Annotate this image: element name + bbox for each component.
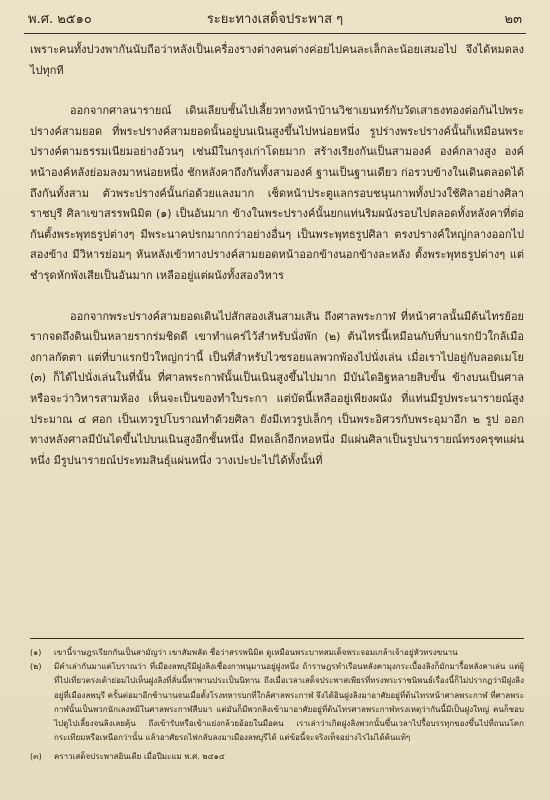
footnote-rule <box>30 638 524 639</box>
footnote-2 <box>30 660 524 745</box>
page-header <box>24 6 526 32</box>
paragraph-3: ออกจากพระปรางค์สามยอดเดินไปสักสองเส้นสามเส้น ถึงศาลพระกาฬ ที่หน้าศาลนั้นมีต้นไทรย้อยรากจดถึงดินเป็นหลายรากร่มชิดดี เขาทำแคร่ไว้สำหรับนั่งพัก (๒) ต้นไทรนี้เหมือนกับที่บาแรกปัวใกล้เมืองกาลกัตตา แต่ที่บาแรกปัวใหญ่กว่านี้ เป็นที่สำหรับไวซรอยแลพวกพ้องไปนั่งเล่น เมื่อเราไปอยู่กับลอดเมโย (๓) ก็ได้ไปนั่งเล่นในที่นั้น ที่ศาลพระกาฬนั้นเป็นเนินสูงขึ้นไปมาก มีบันไดอิฐหลายสิบขั้น ข้างบนเป็นศาลหรือจะว่าวิหารสามห้อง เห็นจะเป็นของทำใบระกา แต่บัดนี้เหลืออยู่เพียงผนัง ที่แท่นมีรูปพระนารายณ์สูงประมาณ ๔ ศอก เป็นเทวรูปโบราณทำด้วยศิลา ยังมีเทวรูปเล็กๆ เป็นพระอิศวรกับพระอุมาอีก ๒ รูป ออกทางหลังศาลมีบันไดขึ้นไปบนเนินสูงอีกชั้นหนึ่ง มีหอเล็กอีกหอหนึ่ง มีแผ่นศิลาเป็นรูปนารายณ์ทรงครุฑแผ่นหนึ่ง มีรูปนารายณ์ประทมสินธุ์แผ่นหนึ่ง วางเปะปะไปได้ทั้งนั้นที่ <box>30 309 524 467</box>
footnote-mark: (๑) <box>30 648 42 657</box>
header-year: พ.ศ. ๒๕๑๐ <box>28 12 92 27</box>
footnote-mark: (๒) <box>30 662 42 672</box>
footnotes <box>30 646 524 765</box>
footnote-text: คราวเสด็จประพาสอินเดีย เมื่อปีมะแม พ.ศ. ๒๔๑๔ <box>54 752 225 762</box>
footnote-1 <box>30 646 524 660</box>
header-title: ระยะทางเสด็จประพาส ๆ <box>206 12 344 27</box>
footnote-3 <box>30 750 524 764</box>
footnote-text: มีคำเล่ากันมาแต่โบราณว่า ที่เมืองลพบุรีมีฝูงลิงเชื่องกาพนุมานอยู่ฝูงหนึ่ง ถ้าราษฎรทำเรือนหลังคามุงกระเบื้องลิงก็มักมารื้อหลังคาเล่น แต่ผู้ที่ไปเที่ยวตรงเต้าย่อมไปเห็นฝูงลิงที่ลั่นนี้หาพานประเป็นนิทาน ถึงเมื่อเวลาเสด็จประพาสเพียรที่ทรงพระราชนิพนธ์เรื่องนี้ก็ไม่ปรากฏว่ามีฝูงลิงอยู่ที่เมืองลพบุรี ครั้นต่อมาอีกช้านานจนเมื่อตั้งโรงทหารบกที่ใกล้ศาลพระกาฬ จึงได้อินฝูงลิงมาอาศัยอยู่ที่ต้นไทรหน้าศาลพระกาฬ ที่ศาลพระกาฬนั้นเป็นพวกนักเลงหมีในศาลพระกาฬสืบมา แต่มันก็มีพวกลิงเข้ามาอาศัยอยู่ที่ต้นไทรศาลพระกาฬทรงเหตุว่ากันนี้มีเป็นฝูงใหญ่ คนก็ชอบไปดูไปเลี้ยงจนลิงเลยคุ้น ถึงเข้ารับหรือเข้าแย่งกล้วยอ้อยในมือคน เราเล่าว่าเกิดฝูงลิงพวกนั้นขึ้นเวลาไปรื้อบรรทุกของขึ้นไปที่ถนนโคกกระเทียมหรือเหนือกว่านั้น แล้วอาศัยรถไฟกลับลงมาเมืองลพบุรีได้ แต่ข้อนี้จะจริงเท็จอย่างไรไม่ได้ค้นแท้ๆ <box>54 662 524 743</box>
main-text <box>30 40 524 471</box>
footnote-text: เขานี้ราษฎรเรียกกันเป็นสามัญว่า เขาสัมพลัด ชื่อว่าสรรพนิมิต ดูเหมือนพระบาทสมเด็จพระจอมเกล้าเจ้าอยู่หัวทรงขนาน <box>54 648 458 657</box>
paragraph-2: ออกจากศาลนารายณ์ เดินเลียบชั้นไปเลี้ยวทางหน้าบ้านวิชาเยนทร์กับวัดเสาธงทองต่อกันไปพระปรางค์สามยอด ที่พระปรางค์สามยอดนั้นอยู่บนเนินสูงขึ้นไปหน่อยหนึ่ง รูปร่างพระปรางค์นั้นก็เหมือนพระปรางค์ตามธรรมเนียมอย่างอ้วนๆ เช่นมีในกรุงเก่าโดยมาก สร้างเรียงกันเป็นสามองค์ องค์กลางสูง องค์หน้าองค์หลังย่อมลงมาหน่อยหนึ่ง ชักหลังคาถึงกันทั้งสามองค์ ฐานเป็นฐานเดียว ก่อรวบข้างในเดินตลอดได้ถึงกันทั้งสาม ตัวพระปรางค์นั้นก่อด้วยแลงมาก เช็ดหน้าประตูแลกรอบชนุนกาพทั้งปวงใช้ศิลาอย่างศิลาราชบุรี ศิลาเขาสรรพนิมิต (๑) เป็นอันมาก ข้างในพระปรางค์นั้นยกแท่นริมผนังรอบไปตลอดทั้งหลังคาที่ต่อกันตั้งพระพุทธรูปต่างๆ มีพระนาคปรกมากกว่าอย่างอื่นๆ เป็นพระพุทธรูปศิลา ตรงปรางค์ใหญ่กลางออกไปสองข้าง มีวิหารย่อมๆ หันหลังเข้าทางปรางค์สามยอดหน้าออกข้างนอกข้างละหลัง ตั้งพระพุทธรูปต่างๆ แต่ชำรุดหักพังเสียเป็นอันมาก เหลืออยู่แต่ผนังทั้งสองวิหาร <box>30 104 524 282</box>
footnote-mark: (๓) <box>30 752 42 762</box>
page-number: ๒๓ <box>504 12 522 27</box>
header-rule <box>24 33 526 34</box>
paragraph-1: เพราะคนทั้งปวงพากันนับถือว่าหลังเป็นเครื่องรางต่างคนต่างค่อยไปคนละเล็กละน้อยเสมอไป จึงได้หมดลงไปทุกที <box>30 43 524 77</box>
